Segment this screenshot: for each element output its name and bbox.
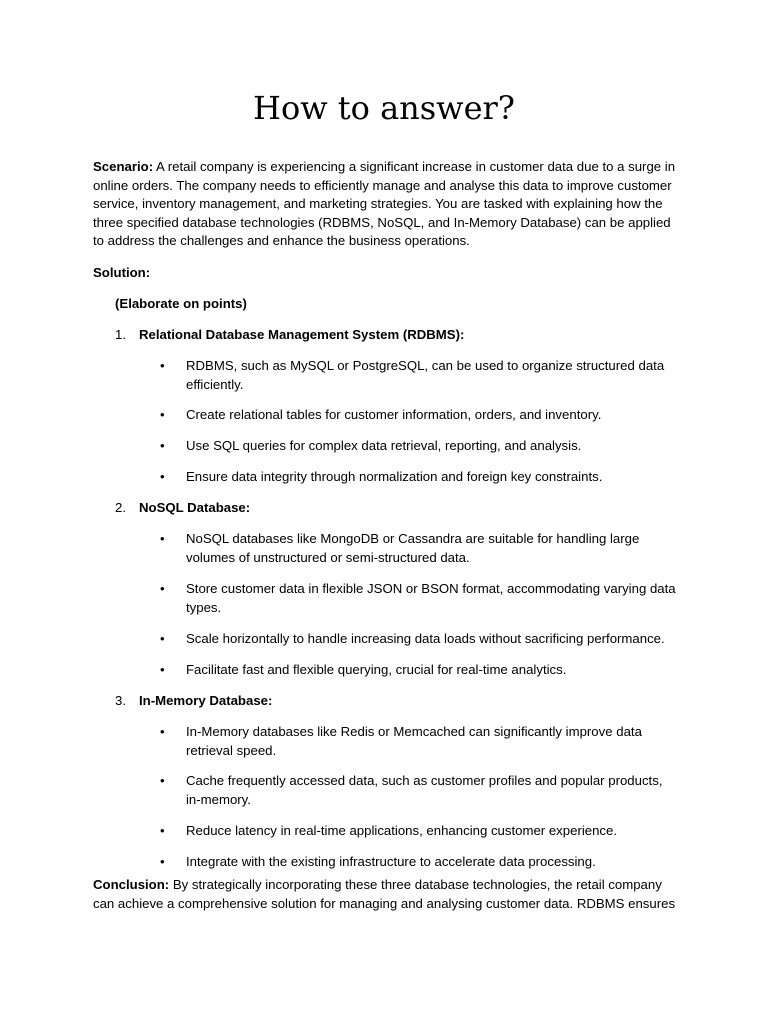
list-item-text: Store customer data in flexible JSON or BSON format, accommodating varying data types.: [186, 581, 676, 615]
list-item-text: Reduce latency in real-time applications, enhancing customer experience.: [186, 823, 618, 838]
section-heading-nosql: [115, 499, 675, 518]
list-item: [160, 530, 680, 567]
page-title: How to answer?: [253, 89, 515, 127]
list-item: [160, 772, 680, 809]
elaborate-note: (Elaborate on points): [115, 296, 247, 311]
bullet-icon: •: [160, 581, 165, 596]
bullet-icon: •: [160, 469, 165, 484]
section-heading-in-memory: [115, 692, 675, 711]
solution-label: Solution:: [93, 265, 151, 280]
section-number: 3.: [115, 693, 126, 708]
bullet-icon: •: [160, 823, 165, 838]
list-item-text: Scale horizontally to handle increasing data loads without sacrificing performance.: [186, 631, 665, 646]
list-item: [160, 822, 680, 841]
list-item: [160, 437, 680, 456]
bullet-icon: •: [160, 407, 165, 422]
list-item: [160, 723, 680, 760]
conclusion-paragraph: [93, 876, 683, 913]
bullet-icon: •: [160, 724, 165, 739]
list-item-text: Ensure data integrity through normalization and foreign key constraints.: [186, 469, 603, 484]
list-item-text: Integrate with the existing infrastructure to accelerate data processing.: [186, 854, 596, 869]
list-item: [160, 406, 680, 425]
bullet-icon: •: [160, 438, 165, 453]
list-item: [160, 630, 680, 649]
bullet-icon: •: [160, 358, 165, 373]
list-item-text: NoSQL databases like MongoDB or Cassandra are suitable for handling large volumes of unstructured or semi-structured data.: [186, 531, 640, 565]
list-item-text: Cache frequently accessed data, such as customer profiles and popular products, in-memory.: [186, 773, 663, 807]
list-item-text: RDBMS, such as MySQL or PostgreSQL, can be used to organize structured data efficiently.: [186, 358, 665, 392]
list-item: [160, 468, 680, 487]
section-title: Relational Database Management System (RDBMS):: [139, 327, 465, 342]
bullet-icon: •: [160, 773, 165, 788]
section-heading-rdbms: [115, 326, 675, 345]
section-number: 1.: [115, 327, 126, 342]
list-item-text: Facilitate fast and flexible querying, crucial for real-time analytics.: [186, 662, 567, 677]
list-item-text: Use SQL queries for complex data retrieval, reporting, and analysis.: [186, 438, 582, 453]
bullet-icon: •: [160, 531, 165, 546]
bullet-icon: •: [160, 631, 165, 646]
scenario-paragraph: [93, 158, 683, 251]
section-number: 2.: [115, 500, 126, 515]
scenario-text: A retail company is experiencing a significant increase in customer data due to a surge in online orders. The company needs to efficiently manage and analyse this data to improve customer service, inventory management, and marketing strategies. You are tasked with explaining how the three specified database technologies (RDBMS, NoSQL, and In-Memory Database) can be applied to address the challenges and enhance the business operations.: [93, 159, 676, 249]
bullet-icon: •: [160, 854, 165, 869]
bullet-icon: •: [160, 662, 165, 677]
list-item: [160, 853, 680, 872]
list-item: [160, 580, 680, 617]
list-item-text: In-Memory databases like Redis or Memcached can significantly improve data retrieval speed.: [186, 724, 642, 758]
list-item-text: Create relational tables for customer information, orders, and inventory.: [186, 407, 602, 422]
list-item: [160, 357, 680, 394]
section-title: In-Memory Database:: [139, 693, 273, 708]
list-item: [160, 661, 680, 680]
section-title: NoSQL Database:: [139, 500, 251, 515]
conclusion-label: Conclusion:: [93, 877, 170, 892]
conclusion-text: By strategically incorporating these three database technologies, the retail company can achieve a comprehensive solution for managing and analysing customer data. RDBMS ensures: [93, 877, 676, 911]
scenario-label: Scenario:: [93, 159, 154, 174]
